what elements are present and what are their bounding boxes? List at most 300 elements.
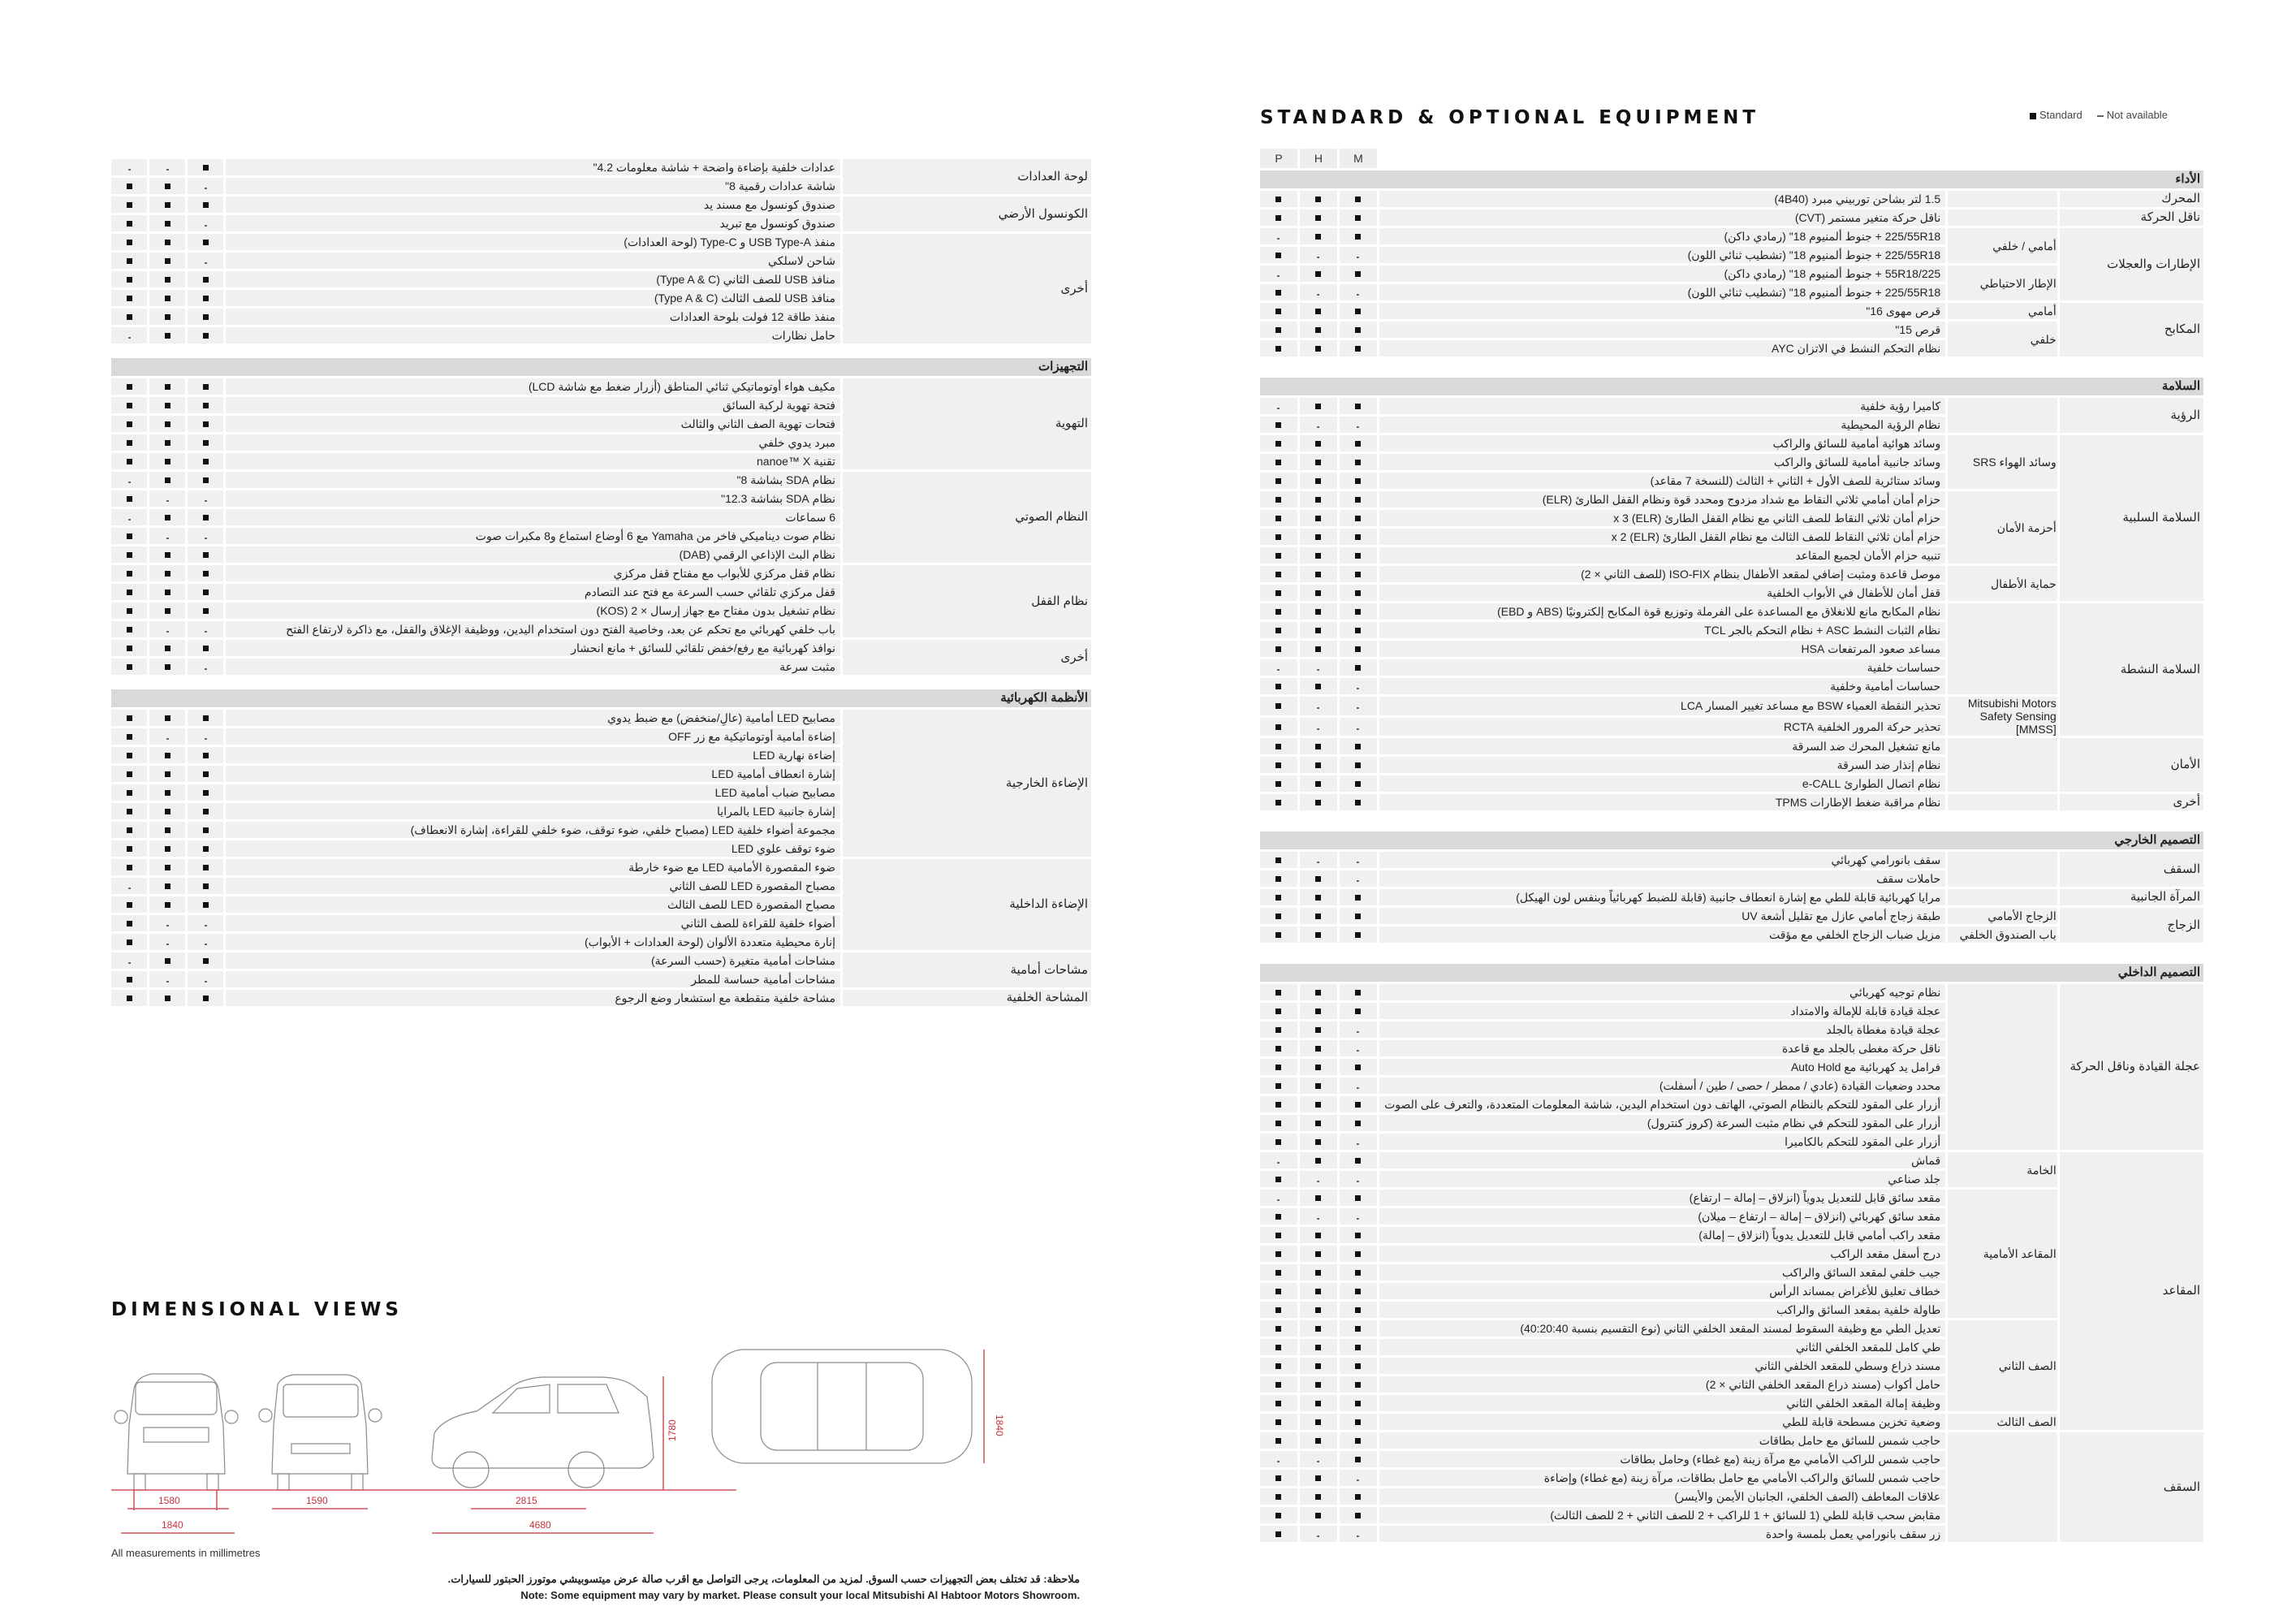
feature-label: حاجب شمس للسائق والراكب الأمامي مع حامل بطاقات، مرآة زينة (مع غطاء) وإضاءة — [1379, 1470, 1948, 1486]
standard-cell — [149, 290, 188, 306]
not-available-cell — [1260, 1190, 1300, 1206]
standard-cell — [111, 915, 149, 931]
feature-label: أزرار على المقود للتحكم بالكاميرا — [1379, 1134, 1948, 1150]
column-header-row — [1260, 149, 2203, 168]
standard-square-icon — [1275, 1494, 1281, 1500]
standard-cell — [149, 509, 188, 525]
not-available-cell — [149, 915, 188, 931]
feature-label: زر سقف بانورامي يعمل بلمسة واحدة — [1379, 1526, 1948, 1542]
subcategory-label: خلفي — [1948, 322, 2060, 356]
equipment-table-right — [1260, 146, 2203, 1544]
dash-icon — [205, 981, 207, 983]
standard-cell — [1260, 852, 1300, 868]
category-label: ناقل الحركة — [2060, 209, 2203, 226]
standard-cell — [1300, 435, 1340, 451]
category-label: الكونسول الأرضي — [843, 197, 1091, 231]
standard-square-icon — [1355, 197, 1361, 202]
standard-square-icon — [165, 958, 170, 964]
dash-icon — [2097, 115, 2104, 117]
standard-square-icon — [1275, 572, 1281, 577]
feature-label: حساسات خلفية — [1379, 659, 1948, 676]
feature-label: نظام توجيه كهربائي — [1379, 984, 1948, 1000]
standard-square-icon — [203, 552, 209, 558]
feature-label: حزام أمان ثلاثي النقاط للصف الثاني مع نظام القفل الطارئ (ELR) x 3 — [1379, 510, 1948, 526]
feature-label: مزيل ضباب الزجاج الخلفي مع مؤقت — [1379, 926, 1948, 943]
standard-cell — [1260, 1003, 1300, 1019]
standard-square-icon — [1315, 1382, 1321, 1388]
dash-icon — [166, 738, 169, 740]
feature-label: تقنية nanoe™ X — [226, 453, 843, 469]
standard-cell — [149, 710, 188, 726]
standard-square-icon — [1315, 1233, 1321, 1238]
feature-label: حزام أمان أمامي ثلاثي النقاط مع شداد مزدوج ومحدد قوة ونظام القفل الطارئ (ELR) — [1379, 491, 1948, 508]
standard-square-icon — [1315, 590, 1321, 596]
standard-square-icon — [1275, 327, 1281, 333]
not-available-cell — [149, 621, 188, 637]
standard-cell — [1340, 794, 1379, 810]
standard-square-icon — [1355, 553, 1361, 559]
standard-cell — [1300, 322, 1340, 338]
table-row — [111, 952, 1091, 969]
feature-label: وضعية تخزين مسطحة قابلة للطي — [1379, 1414, 1948, 1430]
standard-square-icon — [1275, 895, 1281, 901]
feature-label: نظام قفل مركزي للأبواب مع مفتاح قفل مركزي — [226, 565, 843, 581]
not-available-cell — [111, 952, 149, 969]
standard-square-icon — [1275, 478, 1281, 484]
standard-cell — [1340, 1339, 1379, 1355]
standard-square-icon — [1275, 460, 1281, 465]
feature-label: حاجب شمس للسائق مع حامل بطاقات — [1379, 1432, 1948, 1449]
standard-cell — [1260, 1526, 1300, 1542]
standard-cell — [149, 766, 188, 782]
feature-label: نظام البث الإذاعي الرقمي (DAB) — [226, 546, 843, 563]
standard-square-icon — [1315, 1307, 1321, 1313]
subcategory-label — [1948, 603, 2060, 694]
standard-cell — [1340, 303, 1379, 319]
standard-cell — [149, 472, 188, 488]
standard-square-icon — [1355, 497, 1361, 503]
standard-square-icon — [1315, 534, 1321, 540]
standard-cell — [149, 840, 188, 857]
dash-icon — [1357, 862, 1359, 863]
svg-text:1590: 1590 — [306, 1495, 328, 1506]
standard-cell — [1260, 1227, 1300, 1243]
subcategory-label: الإطار الاحتياطي — [1948, 266, 2060, 300]
standard-cell — [1300, 1227, 1340, 1243]
standard-square-icon — [203, 846, 209, 852]
standard-square-icon — [1315, 1251, 1321, 1257]
standard-square-icon — [1315, 1326, 1321, 1332]
dash-icon — [205, 631, 207, 633]
standard-square-icon — [203, 646, 209, 651]
standard-cell — [1340, 908, 1379, 924]
standard-cell — [1260, 454, 1300, 470]
standard-square-icon — [1275, 1065, 1281, 1070]
standard-cell — [149, 803, 188, 819]
standard-square-icon — [1315, 215, 1321, 221]
standard-cell — [1260, 547, 1300, 564]
category-label: السلامة النشطة — [2060, 603, 2203, 736]
standard-cell — [1300, 491, 1340, 508]
vehicle-dimension-drawings — [111, 1340, 1102, 1535]
section-header — [1260, 171, 2203, 188]
section-header — [1260, 831, 2203, 849]
standard-square-icon — [1315, 1083, 1321, 1089]
table-row — [1260, 738, 2203, 754]
feature-label: نوافذ كهربائية مع رفع/خفض تلقائي للسائق + مانع انحشار — [226, 640, 843, 656]
standard-square-icon — [1355, 1009, 1361, 1014]
standard-square-icon — [165, 646, 170, 651]
not-available-cell — [149, 728, 188, 745]
standard-cell — [188, 290, 226, 306]
feature-label: فرامل يد كهربائية مع Auto Hold — [1379, 1059, 1948, 1075]
standard-cell — [1340, 1376, 1379, 1393]
category-label: الإضاءة الخارجية — [843, 710, 1091, 857]
category-label: الإطارات والعجلات — [2060, 228, 2203, 300]
standard-square-icon — [1275, 309, 1281, 314]
standard-cell — [1300, 678, 1340, 694]
standard-cell — [188, 766, 226, 782]
feature-label: مجموعة أضواء خلفية LED (مصباح خلفي، ضوء توقف، ضوء خلفي للقراءة، إشارة الانعطاف) — [226, 822, 843, 838]
standard-square-icon — [1275, 1345, 1281, 1350]
standard-square-icon — [1315, 1513, 1321, 1518]
standard-square-icon — [165, 440, 170, 446]
standard-cell — [1260, 417, 1300, 433]
standard-cell — [149, 327, 188, 343]
standard-square-icon — [1275, 1363, 1281, 1369]
category-label: المرآة الجانبية — [2060, 889, 2203, 905]
standard-cell — [1300, 510, 1340, 526]
standard-cell — [149, 309, 188, 325]
feature-label: نظام SDA بشاشة 12.3" — [226, 490, 843, 507]
standard-square-icon — [127, 902, 132, 908]
feature-label: مساعد صعود المرتفعات HSA — [1379, 641, 1948, 657]
standard-square-icon — [1315, 441, 1321, 447]
standard-cell — [149, 565, 188, 581]
page-title: STANDARD & OPTIONAL EQUIPMENT — [1260, 107, 1760, 128]
standard-cell — [149, 878, 188, 894]
feature-label: قماش — [1379, 1152, 1948, 1168]
standard-square-icon — [203, 165, 209, 171]
standard-cell — [1300, 1134, 1340, 1150]
standard-cell — [111, 546, 149, 563]
dash-icon — [1317, 1218, 1319, 1220]
dash-icon — [166, 538, 169, 539]
standard-cell — [1260, 191, 1300, 207]
dash-icon — [205, 538, 207, 539]
standard-square-icon — [1315, 572, 1321, 577]
category-label: الإضاءة الداخلية — [843, 859, 1091, 950]
dash-icon — [1317, 1181, 1319, 1182]
standard-square-icon — [1315, 497, 1321, 503]
feature-label: مقعد راكب أمامي قابل للتعديل يدوياً (انزلاق – إمالة) — [1379, 1227, 1948, 1243]
standard-cell — [1340, 984, 1379, 1000]
not-available-cell — [1340, 1040, 1379, 1056]
table-row — [1260, 889, 2203, 905]
standard-square-icon — [1355, 478, 1361, 484]
standard-square-icon — [1355, 1251, 1361, 1257]
feature-label: إضاءة أمامية أوتوماتيكية مع زر OFF — [226, 728, 843, 745]
standard-cell — [188, 640, 226, 656]
standard-cell — [188, 509, 226, 525]
standard-square-icon — [127, 496, 132, 502]
not-available-cell — [149, 528, 188, 544]
standard-square-icon — [1315, 327, 1321, 333]
feature-label: حساسات أمامية وخلفية — [1379, 678, 1948, 694]
standard-square-icon — [1275, 684, 1281, 689]
standard-cell — [1300, 1358, 1340, 1374]
standard-cell — [1260, 794, 1300, 810]
svg-text:4680: 4680 — [529, 1519, 551, 1531]
feature-label: عجلة قيادة مغطاة بالجلد — [1379, 1021, 1948, 1038]
feature-label: ناقل حركة متغير مستمر (CVT) — [1379, 209, 1948, 226]
standard-square-icon — [1315, 271, 1321, 277]
standard-square-icon — [1355, 781, 1361, 787]
standard-cell — [1300, 566, 1340, 582]
standard-cell — [1260, 1302, 1300, 1318]
standard-cell — [1300, 1302, 1340, 1318]
standard-square-icon — [1315, 609, 1321, 615]
standard-cell — [1300, 1246, 1340, 1262]
not-available-cell — [188, 621, 226, 637]
dash-icon — [1317, 257, 1319, 258]
standard-square-icon — [1315, 1363, 1321, 1369]
standard-cell — [111, 453, 149, 469]
standard-square-icon — [1315, 197, 1321, 202]
dash-icon — [205, 668, 207, 670]
subcategory-label — [1948, 209, 2060, 226]
feature-label: مقعد سائق كهربائي (انزلاق – إمالة – ارتفاع – ميلان) — [1379, 1208, 1948, 1224]
standard-square-icon — [127, 403, 132, 408]
standard-square-icon — [1275, 1177, 1281, 1182]
standard-cell — [1340, 1096, 1379, 1112]
standard-square-icon — [165, 809, 170, 814]
not-available-cell — [1340, 1526, 1379, 1542]
standard-square-icon — [165, 790, 170, 796]
standard-cell — [188, 327, 226, 343]
standard-square-icon — [1355, 1382, 1361, 1388]
standard-cell — [1300, 757, 1340, 773]
not-available-cell — [1340, 1078, 1379, 1094]
legend — [2030, 109, 2168, 121]
feature-label: حاملات سقف — [1379, 870, 1948, 887]
standard-cell — [1260, 247, 1300, 263]
feature-label: وسائد جانبية أمامية للسائق والراكب — [1379, 454, 1948, 470]
feature-label: تنبيه حزام الأمان لجميع المقاعد — [1379, 547, 1948, 564]
feature-label: أزرار على المقود للتحكم في نظام مثبت السرعة (كروز كنترول) — [1379, 1115, 1948, 1131]
feature-label: خطاف تعليق للأغراض بمساند الرأس — [1379, 1283, 1948, 1299]
not-available-cell — [1340, 284, 1379, 300]
standard-cell — [111, 397, 149, 413]
standard-cell — [149, 215, 188, 231]
feature-label: تحذير حركة المرور الخلفية RCTA — [1379, 718, 1948, 736]
standard-square-icon — [165, 865, 170, 870]
standard-square-icon — [165, 552, 170, 558]
table-row — [111, 710, 1091, 726]
standard-cell — [188, 378, 226, 395]
standard-cell — [1340, 926, 1379, 943]
standard-cell — [1260, 566, 1300, 582]
standard-square-icon — [1315, 478, 1321, 484]
standard-square-icon — [1275, 215, 1281, 221]
subcategory-label — [1948, 398, 2060, 433]
dash-icon — [205, 188, 207, 189]
dash-icon — [166, 631, 169, 633]
dash-icon — [1357, 1143, 1359, 1145]
standard-cell — [1260, 738, 1300, 754]
standard-square-icon — [1355, 800, 1361, 806]
standard-cell — [1300, 738, 1340, 754]
units-note: All measurements in millimetres — [111, 1547, 261, 1559]
standard-cell — [111, 840, 149, 857]
standard-cell — [1340, 510, 1379, 526]
standard-square-icon — [1275, 346, 1281, 352]
standard-cell — [1300, 1339, 1340, 1355]
standard-square-icon — [203, 571, 209, 577]
standard-square-icon — [1275, 781, 1281, 787]
dash-icon — [205, 925, 207, 926]
standard-square-icon — [127, 240, 132, 245]
standard-square-icon — [203, 809, 209, 814]
dash-icon — [1277, 1199, 1280, 1201]
standard-cell — [188, 710, 226, 726]
standard-square-icon — [165, 277, 170, 283]
feature-label: باب خلفي كهربائي مع تحكم عن بعد، وخاصية الفتح دون استخدام اليدين، ووظيفة الإغلاق والقفل، مع ذاكرة لارتفاع الفتح — [226, 621, 843, 637]
standard-square-icon — [1275, 876, 1281, 882]
standard-cell — [1260, 1470, 1300, 1486]
standard-square-icon — [1275, 1251, 1281, 1257]
dash-icon — [128, 169, 131, 171]
standard-cell — [188, 271, 226, 287]
standard-square-icon — [1275, 1419, 1281, 1425]
standard-square-icon — [1275, 800, 1281, 806]
standard-square-icon — [165, 314, 170, 320]
standard-cell — [111, 378, 149, 395]
standard-cell — [1300, 1376, 1340, 1393]
standard-square-icon — [1275, 497, 1281, 503]
feature-label: إضاءة نهارية LED — [226, 747, 843, 763]
standard-square-icon — [165, 258, 170, 264]
standard-square-icon — [127, 384, 132, 390]
standard-square-icon — [1355, 534, 1361, 540]
not-available-cell — [188, 659, 226, 675]
subcategory-label: أحزمة الأمان — [1948, 491, 2060, 564]
standard-cell — [1260, 491, 1300, 508]
standard-cell — [1260, 1096, 1300, 1112]
standard-square-icon — [1275, 724, 1281, 730]
standard-square-icon — [165, 403, 170, 408]
standard-square-icon — [165, 996, 170, 1001]
standard-square-icon — [1355, 441, 1361, 447]
standard-square-icon — [1275, 1326, 1281, 1332]
feature-label: وظيفة إمالة المقعد الخلفي الثاني — [1379, 1395, 1948, 1411]
standard-square-icon — [203, 333, 209, 339]
not-available-cell — [1300, 417, 1340, 433]
category-label: لوحة العدادات — [843, 159, 1091, 194]
standard-square-icon — [1315, 1139, 1321, 1145]
standard-square-icon — [203, 384, 209, 390]
standard-cell — [188, 565, 226, 581]
footnote — [341, 1571, 1080, 1604]
standard-square-icon — [203, 996, 209, 1001]
standard-cell — [188, 309, 226, 325]
not-available-cell — [1340, 718, 1379, 736]
standard-square-icon — [203, 608, 209, 614]
standard-square-icon — [165, 590, 170, 595]
subcategory-label: باب الصندوق الخلفي — [1948, 926, 2060, 943]
standard-cell — [111, 416, 149, 432]
standard-cell — [111, 747, 149, 763]
feature-label: مسند ذراع وسطي للمقعد الخلفي الثاني — [1379, 1358, 1948, 1374]
front-view-drawing — [114, 1374, 238, 1490]
standard-square-icon — [1275, 516, 1281, 521]
standard-square-icon — [127, 734, 132, 740]
feature-label: حزام أمان ثلاثي النقاط للصف الثالث مع نظام القفل الطارئ (ELR) x 2 — [1379, 529, 1948, 545]
dash-icon — [1357, 1535, 1359, 1537]
standard-square-icon — [1315, 460, 1321, 465]
table-row — [1260, 852, 2203, 868]
feature-label: علاقات المعاطف (الصف الخلفي، الجانبان الأيمن والأيسر) — [1379, 1488, 1948, 1505]
standard-cell — [1340, 775, 1379, 792]
subcategory-label — [1948, 738, 2060, 792]
feature-label: فتحات تهوية الصف الثاني والثالث — [226, 416, 843, 432]
standard-cell — [1300, 228, 1340, 244]
standard-square-icon — [1275, 744, 1281, 749]
feature-label: مقعد سائق قابل للتعديل يدوياً (انزلاق – إمالة – ارتفاع) — [1379, 1190, 1948, 1206]
standard-square-icon — [127, 753, 132, 758]
standard-cell — [111, 309, 149, 325]
standard-square-icon — [1315, 646, 1321, 652]
standard-square-icon — [1355, 932, 1361, 938]
standard-square-icon — [1275, 1401, 1281, 1406]
table-row — [1260, 1432, 2203, 1449]
standard-cell — [1340, 622, 1379, 638]
standard-cell — [1300, 1040, 1340, 1056]
standard-square-icon — [1275, 1382, 1281, 1388]
table-row — [1260, 435, 2203, 451]
standard-square-icon — [127, 664, 132, 670]
standard-cell — [1340, 1451, 1379, 1467]
dash-icon — [1317, 862, 1319, 863]
table-row — [111, 640, 1091, 656]
not-available-cell — [1300, 1171, 1340, 1187]
standard-square-icon — [1315, 1195, 1321, 1201]
standard-square-icon — [1355, 309, 1361, 314]
standard-cell — [1260, 1115, 1300, 1131]
subcategory-label — [1948, 1432, 2060, 1542]
not-available-cell — [1340, 1470, 1379, 1486]
standard-cell — [1300, 209, 1340, 226]
standard-square-icon — [1355, 590, 1361, 596]
standard-cell — [1300, 926, 1340, 943]
standard-square-icon — [203, 403, 209, 408]
standard-cell — [1340, 603, 1379, 620]
column-header-h: H — [1300, 149, 1340, 168]
standard-cell — [1260, 641, 1300, 657]
not-available-cell — [188, 728, 226, 745]
subcategory-label: الصف الثالث — [1948, 1414, 2060, 1430]
standard-cell — [1340, 398, 1379, 414]
standard-square-icon — [165, 202, 170, 208]
standard-square-icon — [165, 515, 170, 520]
standard-cell — [188, 952, 226, 969]
standard-cell — [111, 603, 149, 619]
standard-cell — [1340, 454, 1379, 470]
category-label: الزجاج — [2060, 908, 2203, 943]
feature-label: جيب خلفي لمقعد السائق والراكب — [1379, 1264, 1948, 1281]
standard-cell — [149, 234, 188, 250]
standard-cell — [149, 990, 188, 1006]
